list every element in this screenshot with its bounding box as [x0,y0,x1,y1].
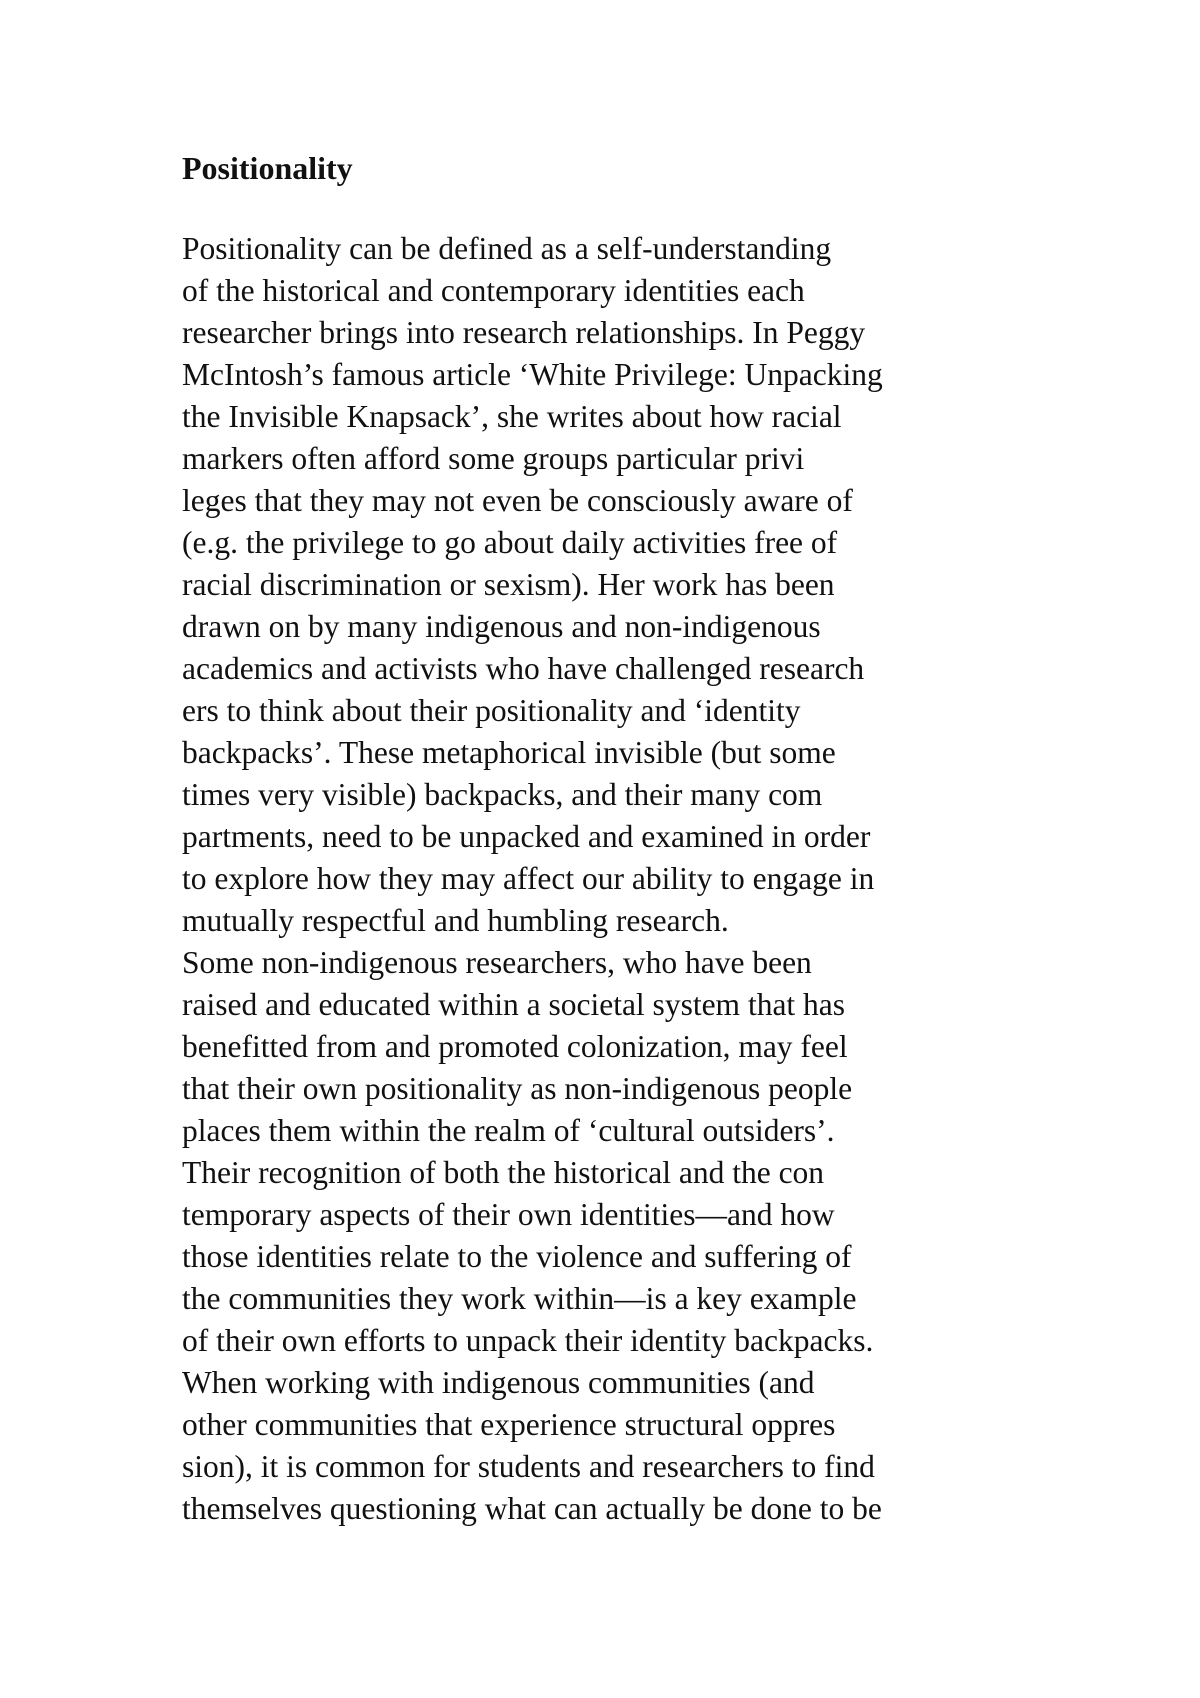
text-line: partments, need to be unpacked and examined in order [182,819,871,854]
text-line: Their recognition of both the historical and the con [182,1155,825,1190]
text-line: of their own efforts to unpack their identity backpacks. [182,1323,874,1358]
text-line: Some non-indigenous researchers, who have been [182,945,812,980]
text-line: ers to think about their positionality and ‘identity [182,693,801,728]
text-line: drawn on by many indigenous and non-indigenous [182,609,821,644]
text-line: Positionality can be defined as a self-understanding [182,231,832,266]
text-line: those identities relate to the violence and suffering of [182,1239,852,1274]
text-line: the Invisible Knapsack’, she writes about how racial [182,399,842,434]
text-line: temporary aspects of their own identities—and how [182,1197,835,1232]
text-line: mutually respectful and humbling research. [182,903,729,938]
text-line: other communities that experience structural oppres [182,1407,836,1442]
text-line: academics and activists who have challenged research [182,651,865,686]
text-line: McIntosh’s famous article ‘White Privilege: Unpacking [182,357,883,392]
text-line: When working with indigenous communities (and [182,1365,815,1400]
text-line: markers often afford some groups particular privi [182,441,805,476]
text-line: places them within the realm of ‘cultural outsiders’. [182,1113,835,1148]
text-line: the communities they work within—is a key example [182,1281,857,1316]
text-line: of the historical and contemporary identities each [182,273,805,308]
text-line: themselves questioning what can actually be done to be [182,1491,882,1526]
text-line: researcher brings into research relationships. In Peggy [182,315,866,350]
text-line: sion), it is common for students and researchers to find [182,1449,875,1484]
text-line: racial discrimination or sexism). Her work has been [182,567,835,602]
text-line: that their own positionality as non-indigenous people [182,1071,853,1106]
text-line: backpacks’. These metaphorical invisible (but some [182,735,836,770]
body-text [182,228,883,1530]
text-line: benefitted from and promoted colonization, may feel [182,1029,848,1064]
text-line: leges that they may not even be consciously aware of [182,483,853,518]
section-heading: Positionality [182,150,353,186]
text-line: times very visible) backpacks, and their many com [182,777,823,812]
text-line: raised and educated within a societal system that has [182,987,846,1022]
text-line: (e.g. the privilege to go about daily activities free of [182,525,838,560]
text-line: to explore how they may affect our ability to engage in [182,861,875,896]
